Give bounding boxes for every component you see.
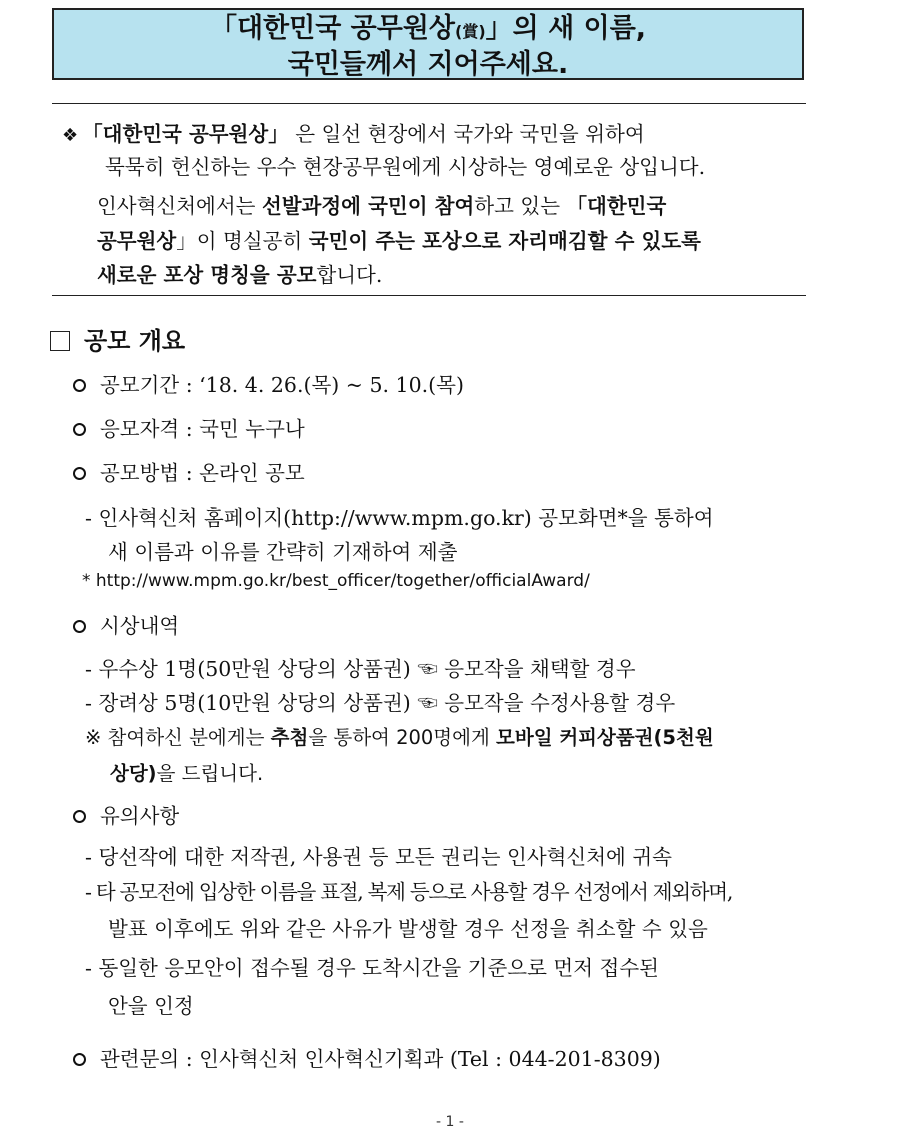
square-bullet-icon (50, 331, 70, 351)
intro-line-5: 새로운 포상 명칭을 공모합니다. (97, 263, 383, 287)
circle-bullet-icon (73, 379, 86, 392)
caution-3: - 동일한 응모안이 접수될 경우 도착시간을 기준으로 먼저 접수된 (85, 956, 659, 980)
intro-line-2: 묵묵히 헌신하는 우수 현장공무원에게 시상하는 영예로운 상입니다. (105, 155, 706, 179)
intro-line-1: ❖ 「대한민국 공무원상」 은 일선 현장에서 국가와 국민을 위하여 (62, 122, 645, 146)
method-url-note: * http://www.mpm.go.kr/best_officer/together/officialAward/ (82, 571, 590, 591)
circle-bullet-icon (73, 810, 86, 823)
award-excellence: - 우수상 1명(50만원 상당의 상품권) ☜ 응모작을 채택할 경우 (85, 657, 636, 681)
circle-bullet-icon (73, 467, 86, 480)
section-heading: 공모 개요 (50, 321, 185, 356)
item-caution: 유의사항 (73, 799, 179, 829)
method-detail-1: - 인사혁신처 홈페이지(http://www.mpm.go.kr) 공모화면*을 통하여 (85, 506, 714, 530)
method-detail-2: 새 이름과 이유를 간략히 기재하여 제출 (108, 540, 458, 564)
item-period: 공모기간 : ‘18. 4. 26.(목) ~ 5. 10.(목) (73, 368, 464, 398)
note-coffee-gift: ※ 참여하신 분에게는 추첨을 통하여 200명에게 모바일 커피상품권(5천원 (85, 726, 714, 749)
title-line-1: 「대한민국 공무원상(賞)」의 새 이름, (209, 13, 647, 44)
award-encouragement: - 장려상 5명(10만원 상당의 상품권) ☜ 응모작을 수정사용할 경우 (85, 691, 676, 715)
caution-3-cont: 안을 인정 (108, 994, 194, 1018)
divider-top (52, 103, 806, 104)
circle-bullet-icon (73, 1053, 86, 1066)
page-title (52, 8, 804, 80)
item-awards: 시상내역 (73, 609, 179, 639)
diamond-bullet-icon: ❖ (62, 125, 79, 146)
intro-line-4: 공무원상」이 명실공히 국민이 주는 포상으로 자리매김할 수 있도록 (97, 229, 701, 253)
caution-2: - 타 공모전에 입상한 이름을 표절, 복제 등으로 사용할 경우 선정에서 제외하며, (85, 880, 733, 904)
item-contact: 관련문의 : 인사혁신처 인사혁신기획과 (Tel : 044-201-8309) (73, 1042, 661, 1072)
caution-2-cont: 발표 이후에도 위와 같은 사유가 발생할 경우 선정을 취소할 수 있음 (108, 917, 708, 941)
circle-bullet-icon (73, 423, 86, 436)
circle-bullet-icon (73, 620, 86, 633)
divider-bottom (52, 295, 806, 296)
note-coffee-gift-cont: 상당)을 드립니다. (110, 762, 264, 785)
item-eligibility: 응모자격 : 국민 누구나 (73, 412, 305, 442)
title-line-2: 국민들께서 지어주세요. (287, 49, 569, 80)
page-number: - 1 - (436, 1114, 464, 1130)
caution-1: - 당선작에 대한 저작권, 사용권 등 모든 권리는 인사혁신처에 귀속 (85, 845, 672, 869)
item-method: 공모방법 : 온라인 공모 (73, 456, 305, 486)
intro-line-3: 인사혁신처에서는 선발과정에 국민이 참여하고 있는 「대한민국 (97, 194, 667, 218)
